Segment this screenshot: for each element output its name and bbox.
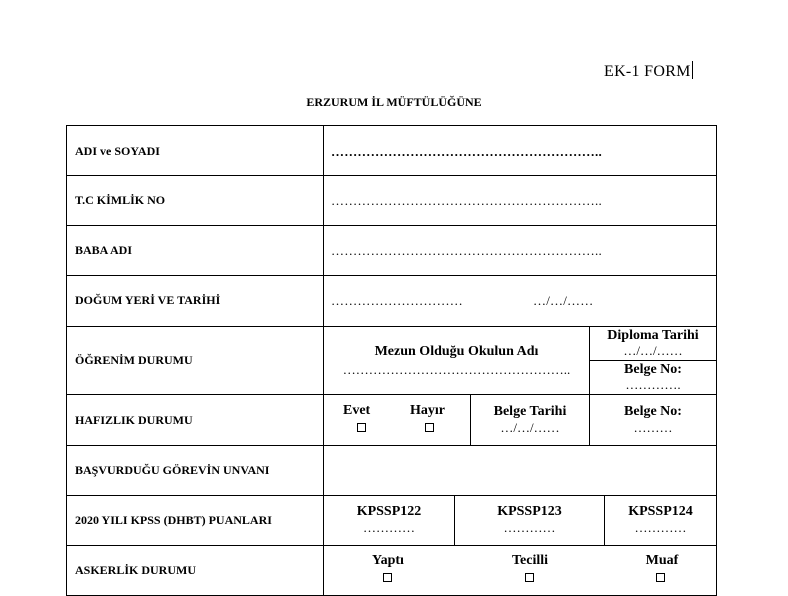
military-label: ASKERLİK DURUMU [75,563,197,577]
school-value[interactable]: …………………………………………….. [342,362,571,377]
text-cursor [692,61,693,79]
father-label: BABA ADI [75,243,133,257]
kpss-123-value[interactable]: ………… [503,520,556,535]
military-exempt-checkbox[interactable] [656,573,665,582]
kpss-123-header: KPSSP123 [497,504,562,519]
hafiz-belge-no-header: Belge No: [624,404,682,419]
hafiz-yes-label: Evet [343,403,371,418]
kpss-124-header: KPSSP124 [628,504,693,519]
diploma-header: Diploma Tarihi [607,328,699,343]
form-code-text: EK-1 FORM [604,63,691,80]
hafiz-belge-tarihi-value[interactable]: …/…/…… [500,420,560,435]
hafiz-belge-tarihi-header: Belge Tarihi [493,404,567,419]
hafiz-belge-no-value[interactable]: ……… [633,420,673,435]
birth-label: DOĞUM YERİ VE TARİHİ [75,293,221,307]
name-label: ADI ve SOYADI [75,144,160,158]
kpss-124-value[interactable]: ………… [634,520,687,535]
position-label: BAŞVURDUĞU GÖREVİN UNVANI [75,463,270,477]
kpss-label: 2020 YILI KPSS (DHBT) PUANLARI [75,513,272,527]
school-cell[interactable] [323,326,590,395]
hafiz-options-cell [323,394,471,446]
form-code [604,61,693,81]
kpss-122-header: KPSSP122 [356,504,422,519]
name-value[interactable]: …………………………………………………….. [331,144,602,159]
school-header: Mezun Olduğu Okulun Adı [374,344,539,359]
kpss-122-value[interactable]: ………… [363,520,415,535]
tc-value[interactable]: …………………………………………………….. [331,193,602,208]
military-deferred-label: Tecilli [511,553,549,568]
birth-place-value[interactable]: ………………………… [331,293,463,308]
diploma-value[interactable]: …/…/…… [623,343,683,358]
education-belge-value[interactable]: …………. [625,377,681,392]
hafiz-label: HAFIZLIK DURUMU [75,413,193,427]
tc-label: T.C KİMLİK NO [75,193,166,207]
father-value[interactable]: …………………………………………………….. [331,243,602,258]
military-deferred-checkbox[interactable] [525,573,534,582]
position-value-cell[interactable] [323,445,717,496]
military-done-checkbox[interactable] [383,573,392,582]
education-belge-header: Belge No: [624,362,682,377]
birth-date-value[interactable]: …/…/…… [533,293,594,308]
hafiz-no-label: Hayır [410,403,445,418]
education-label: ÖĞRENİM DURUMU [75,353,193,367]
military-done-label: Yaptı [372,553,404,568]
military-exempt-label: Muaf [645,553,679,568]
hafiz-no-checkbox[interactable] [425,423,434,432]
hafiz-yes-checkbox[interactable] [357,423,366,432]
form-title: ERZURUM İL MÜFTÜLÜĞÜNE [306,95,482,109]
